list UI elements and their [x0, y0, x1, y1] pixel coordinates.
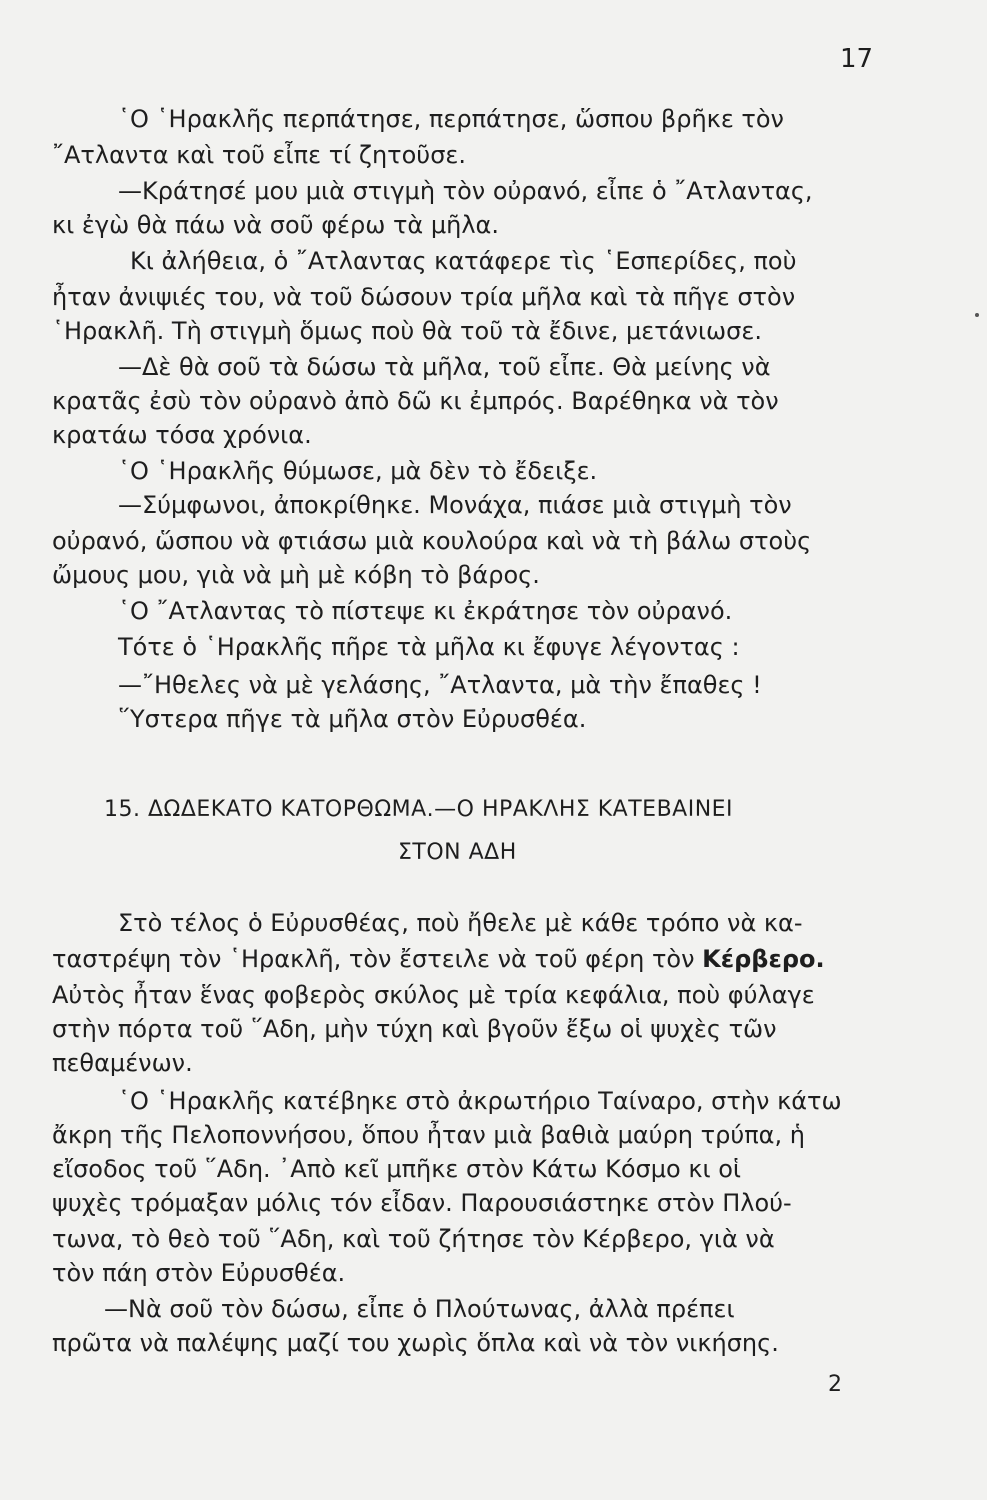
section-heading-continued: ΣΤΟΝ ΑΔΗ — [398, 840, 517, 865]
text-line: ῾Ο ῾Ηρακλῆς θύμωσε, μὰ δὲν τὸ ἔδειξε. — [118, 457, 598, 485]
text-line: Κι ἀλήθεια, ὁ ῎Ατλαντας κατάφερε τὶς ῾Εσπερίδες, ποὺ — [130, 247, 797, 275]
text-line: ἦταν ἀνιψιές του, νὰ τοῦ δώσουν τρία μῆλα καὶ τὰ πῆγε στὸν — [52, 283, 796, 311]
paper-speck — [975, 313, 979, 317]
text-line: ῞Υστερα πῆγε τὰ μῆλα στὸν Εὐρυσθέα. — [118, 705, 587, 733]
text-line: —῎Ηθελες νὰ μὲ γελάσης, ῎Ατλαντα, μὰ τὴν ἔπαθες ! — [118, 671, 762, 699]
bold-term: Κέρβερο. — [702, 945, 825, 973]
text-line: Τότε ὁ ῾Ηρακλῆς πῆρε τὰ μῆλα κι ἔφυγε λέγοντας : — [118, 633, 740, 661]
text-line: πεθαμένων. — [52, 1049, 193, 1077]
text-line: κρατάω τόσα χρόνια. — [52, 421, 312, 449]
text-line: ῾Ο ῎Ατλαντας τὸ πίστεψε κι ἐκράτησε τὸν οὐρανό. — [118, 597, 733, 625]
text-line: οὐρανό, ὥσπου νὰ φτιάσω μιὰ κουλούρα καὶ νὰ τὴ βάλω στοὺς — [52, 527, 812, 555]
text-line: στὴν πόρτα τοῦ ῞Αδη, μὴν τύχη καὶ βγοῦν ἔξω οἱ ψυχὲς τῶν — [52, 1015, 777, 1043]
text-line-prefix: ταστρέψη τὸν ῾Ηρακλῆ, τὸν ἔστειλε νὰ τοῦ φέρη τὸν — [52, 945, 695, 973]
signature-mark: 2 — [828, 1372, 842, 1397]
text-line: —Σύμφωνοι, ἀποκρίθηκε. Μονάχα, πιάσε μιὰ στιγμὴ τὸν — [118, 491, 792, 519]
text-line: ῾Ο ῾Ηρακλῆς περπάτησε, περπάτησε, ὥσπου βρῆκε τὸν — [118, 105, 784, 133]
text-line: εἴσοδος τοῦ ῞Αδη. ᾿Απὸ κεῖ μπῆκε στὸν Κάτω Κόσμο κι οἱ — [52, 1155, 742, 1183]
text-line: κρατᾶς ἐσὺ τὸν οὐρανὸ ἀπὸ δῶ κι ἐμπρός. Βαρέθηκα νὰ τὸν — [52, 387, 779, 415]
text-line: —Νὰ σοῦ τὸν δώσω, εἶπε ὁ Πλούτωνας, ἀλλὰ πρέπει — [104, 1295, 735, 1323]
text-line: τωνα, τὸ θεὸ τοῦ ῞Αδη, καὶ τοῦ ζήτησε τὸν Κέρβερο, γιὰ νὰ — [52, 1225, 775, 1253]
text-line: ἄκρη τῆς Πελοποννήσου, ὅπου ἦταν μιὰ βαθιὰ μαύρη τρύπα, ἡ — [52, 1121, 805, 1149]
text-line: ὤμους μου, γιὰ νὰ μὴ μὲ κόβη τὸ βάρος. — [52, 561, 540, 589]
page-number: 17 — [840, 44, 874, 74]
text-line — [52, 944, 897, 974]
text-line: Αὐτὸς ἦταν ἕνας φοβερὸς σκύλος μὲ τρία κεφάλια, ποὺ φύλαγε — [52, 981, 815, 1009]
text-line: —Κράτησέ μου μιὰ στιγμὴ τὸν οὐρανό, εἶπε ὁ ῎Ατλαντας, — [118, 177, 813, 205]
text-line: πρῶτα νὰ παλέψης μαζί του χωρὶς ὅπλα καὶ νὰ τὸν νικήσης. — [52, 1329, 779, 1357]
text-line: Στὸ τέλος ὁ Εὐρυσθέας, ποὺ ἤθελε μὲ κάθε τρόπο νὰ κα- — [118, 909, 803, 937]
text-line: —Δὲ θὰ σοῦ τὰ δώσω τὰ μῆλα, τοῦ εἶπε. Θὰ μείνης νὰ — [118, 353, 771, 381]
text-line: τὸν πάη στὸν Εὐρυσθέα. — [52, 1259, 346, 1287]
text-line: ψυχὲς τρόμαξαν μόλις τόν εἶδαν. Παρουσιάστηκε στὸν Πλού- — [52, 1189, 792, 1217]
section-heading: 15. ΔΩΔΕΚΑΤΟ ΚΑΤΟΡΘΩΜΑ.—Ο ΗΡΑΚΛΗΣ ΚΑΤΕΒΑΙΝΕΙ — [104, 797, 734, 822]
text-line: κι ἐγὼ θὰ πάω νὰ σοῦ φέρω τὰ μῆλα. — [52, 211, 499, 239]
text-line: ῾Ο ῾Ηρακλῆς κατέβηκε στὸ ἀκρωτήριο Ταίναρο, στὴν κάτω — [118, 1087, 842, 1115]
text-line: ῾Ηρακλῆ. Τὴ στιγμὴ ὅμως ποὺ θὰ τοῦ τὰ ἔδινε, μετάνιωσε. — [52, 317, 762, 345]
text-line: ῎Ατλαντα καὶ τοῦ εἶπε τί ζητοῦσε. — [52, 141, 466, 169]
